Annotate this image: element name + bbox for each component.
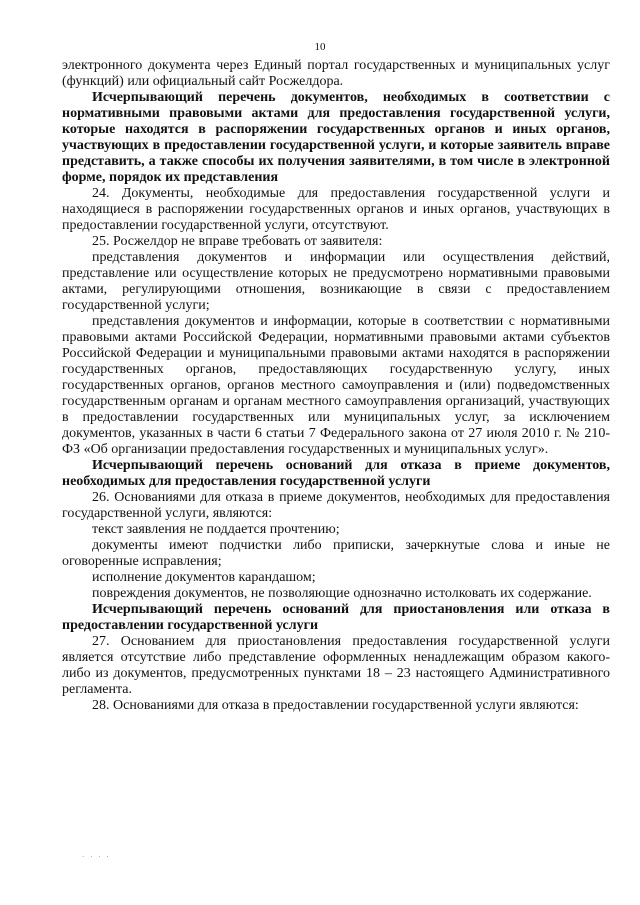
page-number: 10 bbox=[314, 41, 326, 53]
paragraph-26-item-1: текст заявления не поддается прочтению; bbox=[92, 522, 340, 537]
paragraph-24: 24. Документы, необходимые для предоставления государственной услуги и находящиеся в распоряжении государственных органов и иных органов, участвующих в предоставлении государственной услуги, отсутствуют. bbox=[62, 186, 610, 233]
paragraph-26-item-3: исполнение документов карандашом; bbox=[92, 570, 316, 585]
paragraph-27: 27. Основанием для приостановления предоставления государственной услуги является отсутствие либо представление оформленных ненадлежащим образом какого-либо из документов, предусмотренных пунктами 18 – 23 настоящего Административного регламента. bbox=[62, 634, 610, 697]
heading-refusal-reception: Исчерпывающий перечень оснований для отказа в приеме документов, необходимых для предоставления государственной услуги bbox=[62, 458, 610, 489]
paragraph-28: 28. Основаниями для отказа в предоставлении государственной услуги являются: bbox=[92, 698, 579, 713]
heading-suspension-refusal: Исчерпывающий перечень оснований для приостановления или отказа в предоставлении государственной услуги bbox=[62, 602, 610, 633]
scan-artifact-mark: · · · · bbox=[82, 853, 111, 861]
paragraph-25: 25. Росжелдор не вправе требовать от заявителя: bbox=[92, 234, 383, 249]
paragraph-25-item-2: представления документов и информации, которые в соответствии с нормативными правовыми актами Российской Федерации, нормативными правовыми актами субъектов Российской Федерации и муниципальными правовыми актами находятся в распоряжении государственных органов, предоставляющих государственную услугу, иных государственных органов, органов местного самоуправления и (или) подведомственных государственным органам и органам местного самоуправления организаций, участвующих в предоставлении государственных или муниципальных услуг, за исключением документов, указанных в части 6 статьи 7 Федерального закона от 27 июля 2010 г. № 210-ФЗ «Об организации предоставления государственных и муниципальных услуг». bbox=[62, 314, 610, 457]
paragraph-intro-continuation: электронного документа через Единый портал государственных и муниципальных услуг (функций) или официальный сайт Росжелдора. bbox=[62, 58, 610, 89]
paragraph-26-item-4: повреждения документов, не позволяющие однозначно истолковать их содержание. bbox=[92, 586, 592, 601]
document-body bbox=[62, 58, 610, 714]
heading-documents-list: Исчерпывающий перечень документов, необходимых в соответствии с нормативными правовыми актами для предоставления государственной услуги, которые находятся в распоряжении государственных органов и иных органов, участвующих в предоставлении государственной услуги, и которые заявитель вправе представить, а также способы их получения заявителями, в том числе в электронной форме, порядок их представления bbox=[62, 90, 610, 185]
paragraph-26-item-2: документы имеют подчистки либо приписки, зачеркнутые слова и иные не оговоренные исправления; bbox=[62, 538, 610, 569]
paragraph-26: 26. Основаниями для отказа в приеме документов, необходимых для предоставления государственной услуги, являются: bbox=[62, 490, 610, 521]
paragraph-25-item-1: представления документов и информации или осуществления действий, представление или осуществление которых не предусмотрено нормативными правовыми актами, регулирующими отношения, возникающие в связи с предоставлением государственной услуги; bbox=[62, 250, 610, 313]
